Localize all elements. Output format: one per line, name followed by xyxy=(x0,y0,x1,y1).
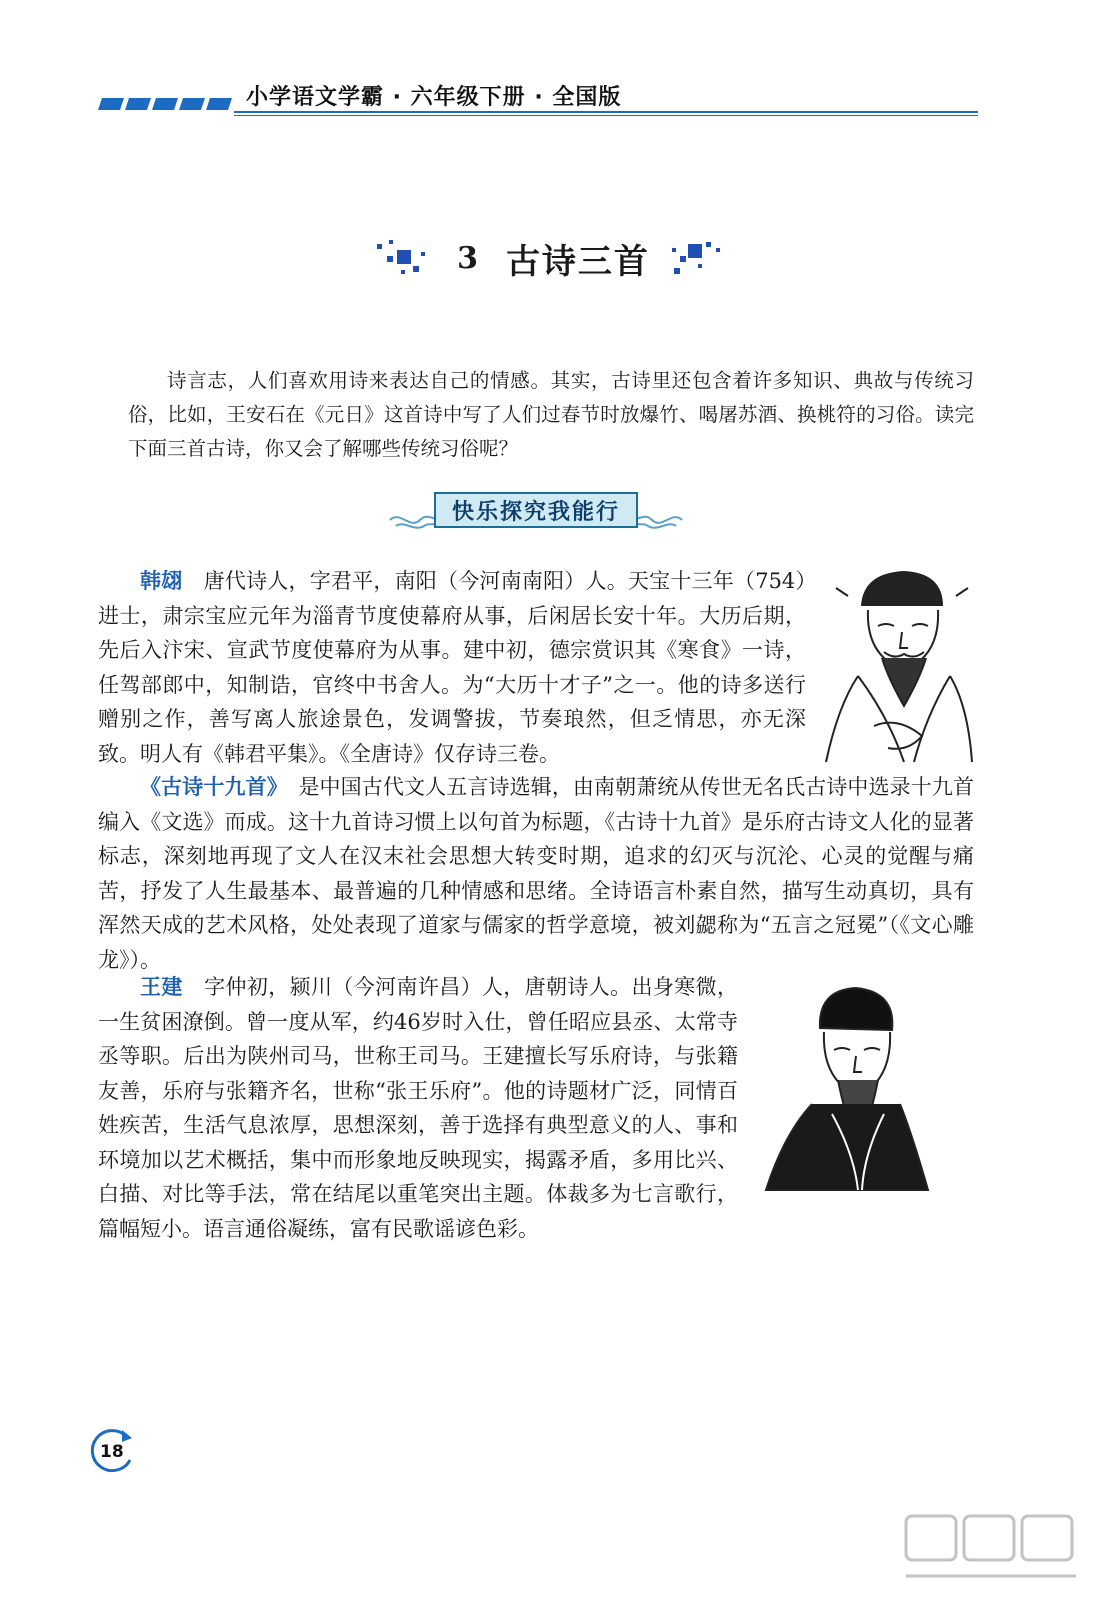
entry-gushi-19 xyxy=(98,770,974,977)
lesson-number: 3 xyxy=(457,240,478,276)
entry-term: 王建 xyxy=(140,975,183,999)
header-rule-thin xyxy=(234,115,978,116)
header-rule xyxy=(234,111,978,113)
watermark-logo-icon xyxy=(900,1510,1090,1590)
portrait-wang-jian xyxy=(758,984,936,1196)
lesson-title: 古诗三首 xyxy=(505,241,650,282)
section-banner-label: 快乐探究我能行 xyxy=(434,492,638,528)
page-number: 18 xyxy=(100,1442,124,1462)
entry-wang-jian xyxy=(98,970,738,1246)
lesson-heading xyxy=(0,228,1099,288)
entry-text: 唐代诗人，字君平，南阳（今河南南阳）人。天宝十三年（754）进士，肃宗宝应元年为淄青节度使幕府从事，后闲居长安十年。大历后期，先后入汴宋、宣武节度使幕府为从事。建中初，德宗赏识其《寒食》一诗，任驾部郎中，知制诰，官终中书舍人。为“大历十才子”之一。他的诗多送行赠别之作，善写离人旅途景色，发调警拔，节奏琅然，但乏情思，亦无深致。明人有《韩君平集》。《全唐诗》仅存诗三卷。 xyxy=(98,569,807,766)
entry-text: 字仲初，颍川（今河南许昌）人，唐朝诗人。出身寒微，一生贫困潦倒。曾一度从军，约46岁时入仕，曾任昭应县丞、太常寺丞等职。后出为陕州司马，世称王司马。王建擅长写乐府诗，与张籍友善，乐府与张籍齐名，世称“张王乐府”。他的诗题材广泛，同情百姓疾苦，生活气息浓厚，思想深刻，善于选择有典型意义的人、事和环境加以艺术概括，集中而形象地反映现实，揭露矛盾，多用比兴、白描、对比等手法，常在结尾以重笔突出主题。体裁多为七言歌行，篇幅短小。语言通俗凝练，富有民歌谣谚色彩。 xyxy=(98,975,739,1241)
entry-term: 《古诗十九首》 xyxy=(140,775,278,799)
section-banner xyxy=(388,488,684,534)
square-dots-icon xyxy=(668,236,728,280)
page-header xyxy=(98,78,978,118)
header-title: 小学语文学霸 · 六年级下册 · 全国版 xyxy=(246,85,622,110)
entry-term: 韩翃 xyxy=(140,569,183,593)
intro-paragraph: 诗言志，人们喜欢用诗来表达自己的情感。其实，古诗里还包含着许多知识、典故与传统习俗，比如，王安石在《元日》这首诗中写了人们过春节时放爆竹、喝屠苏酒、换桃符的习俗。读完下面三首古诗，你又会了解哪些传统习俗呢？ xyxy=(128,369,974,460)
header-stripe-icon xyxy=(98,98,234,110)
entry-han-hong xyxy=(98,564,806,771)
square-dots-icon xyxy=(371,236,431,280)
portrait-han-hong xyxy=(818,566,976,766)
entry-text: 是中国古代文人五言诗选辑，由南朝萧统从传世无名氏古诗中选录十九首编入《文选》而成。这十九首诗习惯上以句首为标题，《古诗十九首》是乐府古诗文人化的显著标志，深刻地再现了文人在汉末社会思想大转变时期，追求的幻灭与沉沦、心灵的觉醒与痛苦，抒发了人生最基本、最普遍的几种情感和思绪。全诗语言朴素自然，描写生动真切，具有浑然天成的艺术风格，处处表现了道家与儒家的哲学意境，被刘勰称为“五言之冠冕”（《文心雕龙》）。 xyxy=(98,775,975,972)
